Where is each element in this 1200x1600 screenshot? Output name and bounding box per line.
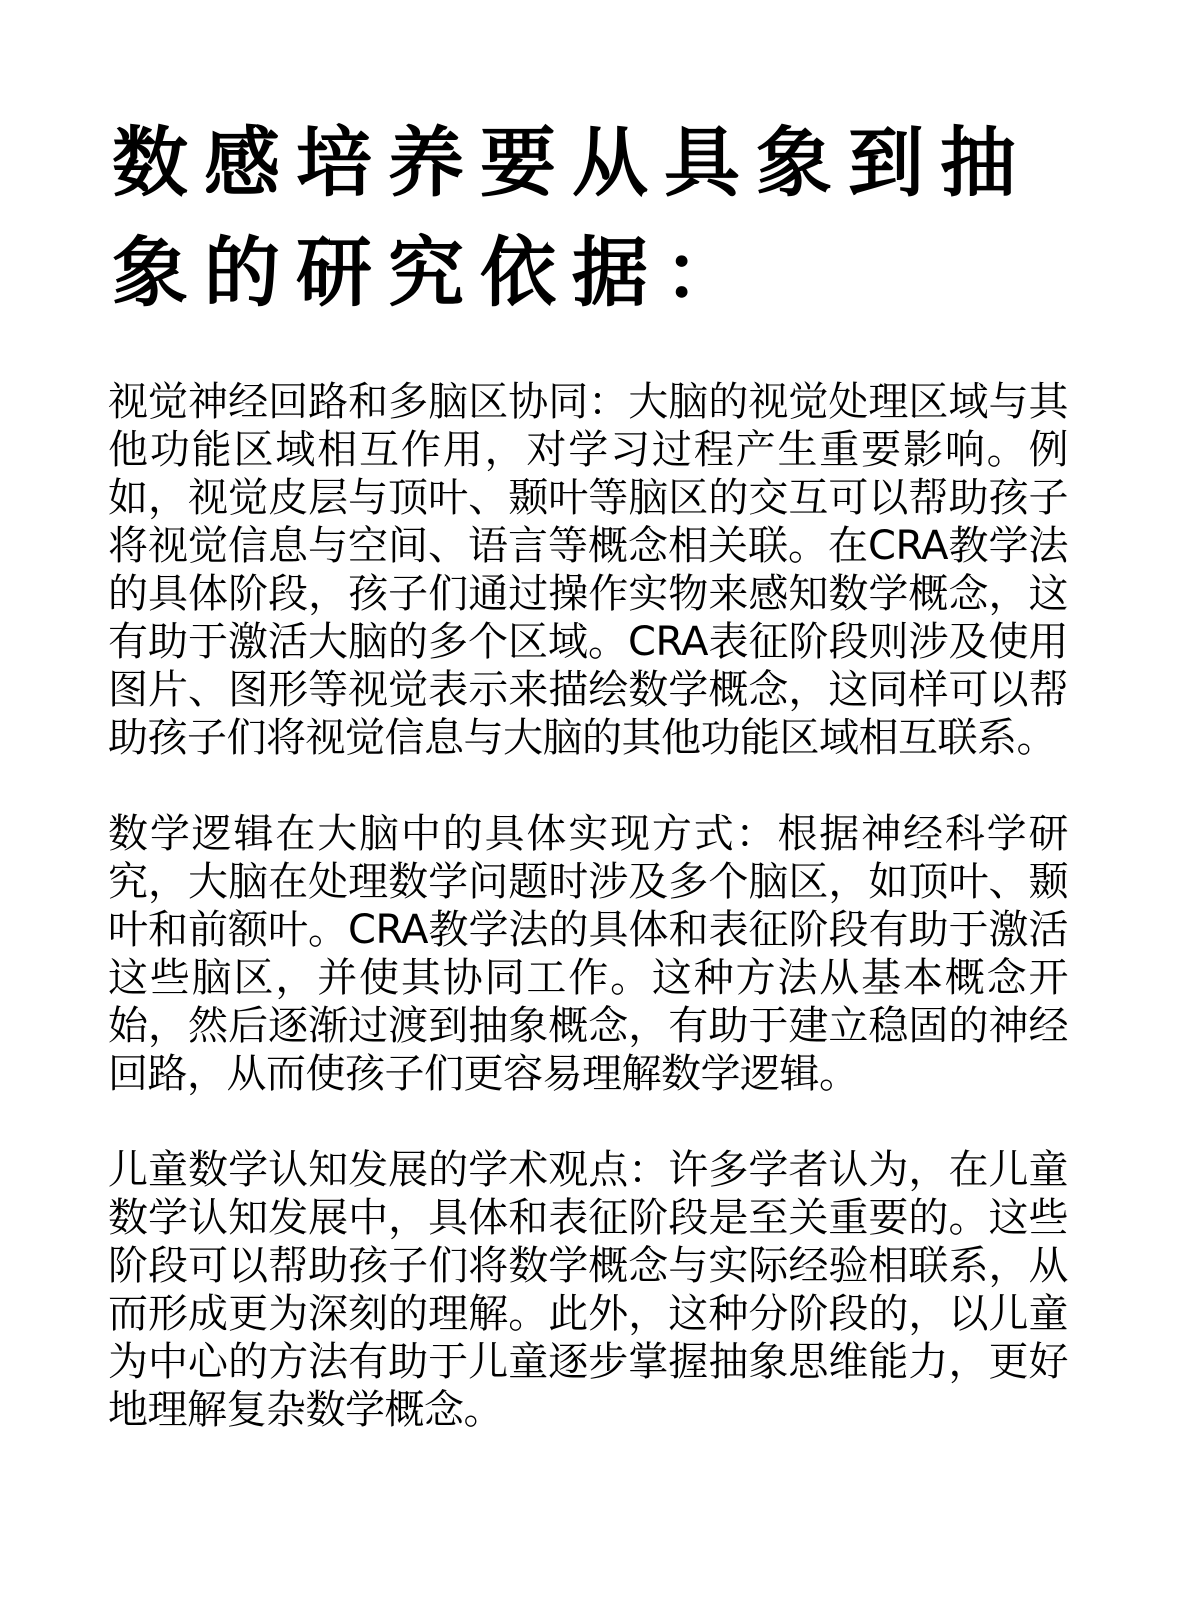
paragraph-visual-neural-circuits: 视觉神经回路和多脑区协同：大脑的视觉处理区域与其他功能区域相互作用，对学习过程产生重要影响。例如，视觉皮层与顶叶、颞叶等脑区的交互可以帮助孩子将视觉信息与空间、语言等概念相关联。在CRA教学法的具体阶段，孩子们通过操作实物来感知数学概念，这有助于激活大脑的多个区域。CRA表征阶段则涉及使用图片、图形等视觉表示来描绘数学概念，这同样可以帮助孩子们将视觉信息与大脑的其他功能区域相互联系。 [108,379,1068,761]
paragraph-math-logic-in-brain: 数学逻辑在大脑中的具体实现方式：根据神经科学研究，大脑在处理数学问题时涉及多个脑区，如顶叶、颞叶和前额叶。CRA教学法的具体和表征阶段有助于激活这些脑区，并使其协同工作。这种方法从基本概念开始，然后逐渐过渡到抽象概念，有助于建立稳固的神经回路，从而使孩子们更容易理解数学逻辑。 [108,811,1068,1097]
page-title: 数感培养要从具象到抽象的研究依据： [112,118,1032,317]
paragraph-child-math-cognition: 儿童数学认知发展的学术观点：许多学者认为，在儿童数学认知发展中，具体和表征阶段是至关重要的。这些阶段可以帮助孩子们将数学概念与实际经验相联系，从而形成更为深刻的理解。此外，这种分阶段的，以儿童为中心的方法有助于儿童逐步掌握抽象思维能力，更好地理解复杂数学概念。 [108,1147,1068,1433]
article-body [108,378,1068,1482]
